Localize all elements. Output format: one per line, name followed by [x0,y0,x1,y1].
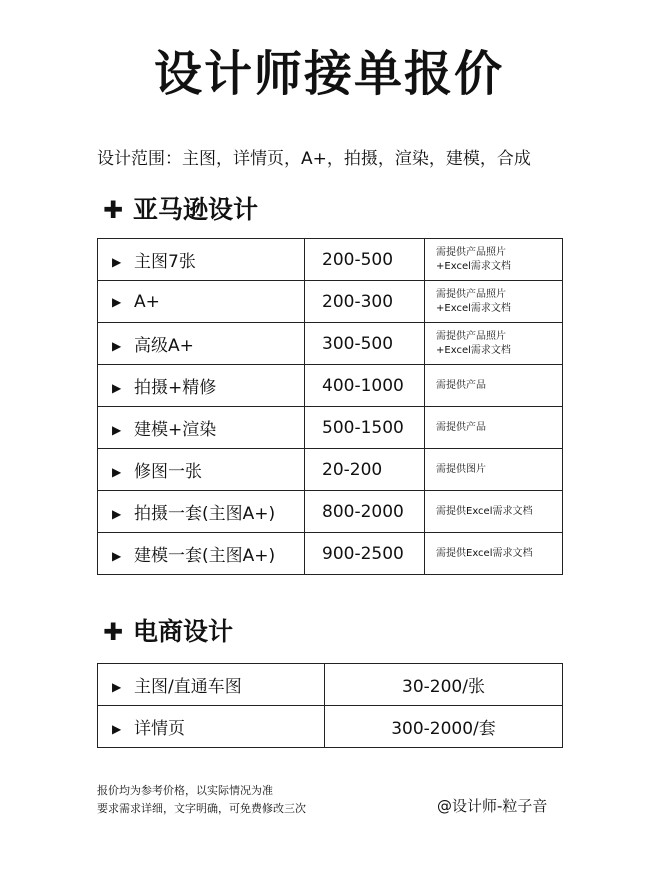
footer-note-line: 要求需求详细，文字明确，可免费修改三次 [97,802,306,815]
item-name: 拍摄一套(主图A+) [134,504,276,524]
item-name: 拍摄+精修 [134,378,217,398]
price-cell: 300-500 [305,323,425,365]
play-triangle-icon: ▶ [112,549,122,563]
requirement-line: 需提供产品 [436,421,486,433]
item-name: 主图/直通车图 [134,677,242,697]
requirement-line: 需提供产品照片 [436,246,506,258]
item-cell [98,323,305,365]
price-cell: 900-2500 [305,533,425,575]
item-cell [98,281,305,323]
item-cell [98,491,305,533]
play-triangle-icon: ▶ [112,507,122,521]
item-cell [98,533,305,575]
table-row [98,664,563,706]
price-cell: 200-300 [305,281,425,323]
item-name: 高级A+ [134,336,194,356]
item-cell [98,449,305,491]
requirement-cell [425,491,563,533]
design-scope: 设计范围：主图，详情页，A+，拍摄，渲染，建模，合成 [97,149,531,169]
section-title: 亚马逊设计 [133,195,259,224]
designer-signature: @设计师-粒子音 [437,797,548,815]
play-triangle-icon: ▶ [112,722,122,736]
ecommerce-price-table [97,663,563,748]
item-name: 修图一张 [134,462,202,482]
table-row [98,533,563,575]
price-cell: 30-200/张 [325,664,563,706]
item-cell [98,239,305,281]
table-row [98,281,563,323]
requirement-line: 需提供图片 [436,463,486,475]
play-triangle-icon: ▶ [112,680,122,694]
table-row [98,706,563,748]
requirement-cell [425,239,563,281]
play-triangle-icon: ▶ [112,465,122,479]
price-cell: 300-2000/套 [325,706,563,748]
price-cell: 200-500 [305,239,425,281]
play-triangle-icon: ▶ [112,381,122,395]
item-cell [98,664,325,706]
amazon-price-table [97,238,563,575]
table-row [98,407,563,449]
table-row [98,365,563,407]
page-title: 设计师接单报价 [153,46,504,102]
plus-icon: ✚ [102,196,124,224]
price-cell: 400-1000 [305,365,425,407]
requirement-line: 需提供Excel需求文档 [436,547,533,559]
requirement-cell [425,407,563,449]
requirement-cell [425,281,563,323]
play-triangle-icon: ▶ [112,255,122,269]
play-triangle-icon: ▶ [112,339,122,353]
item-name: 详情页 [134,719,185,739]
item-name: 主图7张 [134,252,196,272]
requirement-line: +Excel需求文档 [436,260,511,272]
section-title: 电商设计 [133,617,234,646]
table-row [98,323,563,365]
footer-note-line: 报价均为参考价格，以实际情况为准 [97,784,273,797]
requirement-line: +Excel需求文档 [436,344,511,356]
table-row [98,491,563,533]
item-cell [98,706,325,748]
requirement-line: 需提供Excel需求文档 [436,505,533,517]
requirement-cell [425,533,563,575]
item-name: 建模一套(主图A+) [134,546,276,566]
requirement-cell [425,365,563,407]
item-cell [98,365,305,407]
play-triangle-icon: ▶ [112,423,122,437]
item-name: 建模+渲染 [134,420,217,440]
section-heading-ecommerce [101,615,233,649]
table-row [98,239,563,281]
requirement-line: 需提供产品照片 [436,288,506,300]
item-name: A+ [134,291,160,312]
requirement-line: 需提供产品 [436,379,486,391]
footer-notes [97,782,306,818]
requirement-cell [425,323,563,365]
price-cell: 20-200 [305,449,425,491]
table-row [98,449,563,491]
section-heading-amazon [101,193,258,227]
price-cell: 800-2000 [305,491,425,533]
requirement-cell [425,449,563,491]
item-cell [98,407,305,449]
requirement-line: 需提供产品照片 [436,330,506,342]
play-triangle-icon: ▶ [112,294,122,309]
price-cell: 500-1500 [305,407,425,449]
plus-icon: ✚ [102,618,124,646]
requirement-line: +Excel需求文档 [436,302,511,314]
